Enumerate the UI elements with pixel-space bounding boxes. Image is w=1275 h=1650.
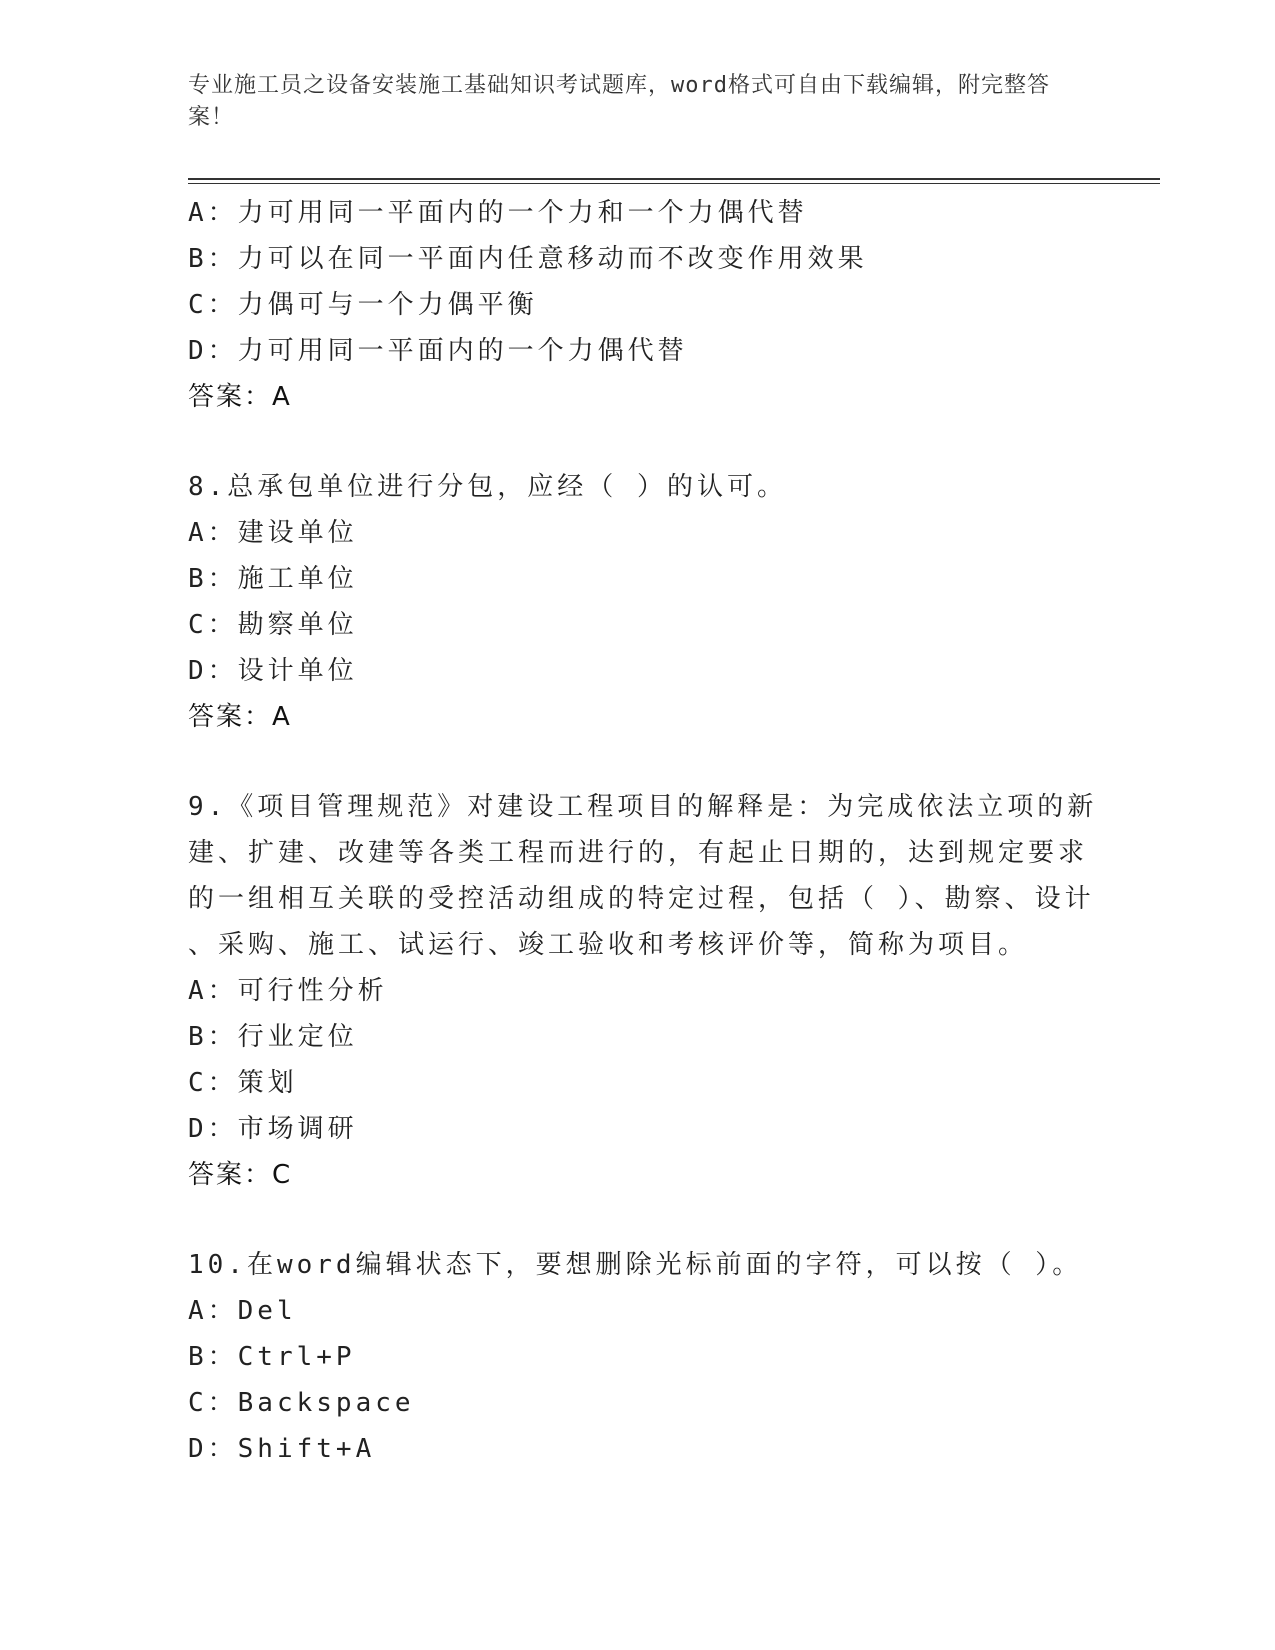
question-stem: 10.在word编辑状态下，要想删除光标前面的字符，可以按（ ）。 bbox=[188, 1250, 1083, 1280]
option-c: C：勘察单位 bbox=[188, 610, 358, 640]
option-c: C：力偶可与一个力偶平衡 bbox=[188, 290, 538, 320]
question-block-prev bbox=[188, 190, 1088, 420]
option-a: A：可行性分析 bbox=[188, 976, 388, 1006]
answer-line: 答案：A bbox=[188, 702, 292, 732]
question-block-10 bbox=[188, 1242, 1088, 1472]
document-header: 专业施工员之设备安装施工基础知识考试题库，word格式可自由下载编辑，附完整答案！ bbox=[188, 73, 1050, 130]
option-b: B：Ctrl+P bbox=[188, 1342, 356, 1372]
header-rule-thick bbox=[188, 178, 1160, 180]
question-block-9 bbox=[188, 784, 1098, 1198]
option-d: D：市场调研 bbox=[188, 1114, 358, 1144]
document-body bbox=[188, 190, 1098, 1472]
question-stem-line: 、采购、施工、试运行、竣工验收和考核评价等，简称为项目。 bbox=[188, 930, 1029, 960]
answer-line: 答案：A bbox=[188, 382, 292, 412]
option-c: C：Backspace bbox=[188, 1388, 415, 1418]
option-a: A：力可用同一平面内的一个力和一个力偶代替 bbox=[188, 198, 808, 228]
question-stem-line: 的一组相互关联的受控活动组成的特定过程，包括（ ）、勘察、设计 bbox=[188, 884, 1095, 914]
spacer bbox=[188, 1198, 1088, 1242]
option-a: A：Del bbox=[188, 1296, 297, 1326]
option-b: B：力可以在同一平面内任意移动而不改变作用效果 bbox=[188, 244, 868, 274]
option-b: B：施工单位 bbox=[188, 564, 358, 594]
option-c: C：策划 bbox=[188, 1068, 298, 1098]
spacer bbox=[188, 740, 1088, 784]
option-d: D：设计单位 bbox=[188, 656, 358, 686]
spacer bbox=[188, 420, 1088, 464]
question-stem-line: 建、扩建、改建等各类工程而进行的，有起止日期的，达到规定要求 bbox=[188, 838, 1089, 868]
question-stem: 8.总承包单位进行分包，应经（ ）的认可。 bbox=[188, 472, 787, 502]
header-rule-thin bbox=[188, 183, 1160, 184]
option-b: B：行业定位 bbox=[188, 1022, 358, 1052]
question-stem-line: 9.《项目管理规范》对建设工程项目的解释是：为完成依法立项的新 bbox=[188, 792, 1098, 822]
question-block-8 bbox=[188, 464, 1088, 740]
answer-line: 答案：C bbox=[188, 1160, 293, 1190]
option-d: D：Shift+A bbox=[188, 1434, 376, 1464]
option-d: D：力可用同一平面内的一个力偶代替 bbox=[188, 336, 688, 366]
option-a: A：建设单位 bbox=[188, 518, 358, 548]
